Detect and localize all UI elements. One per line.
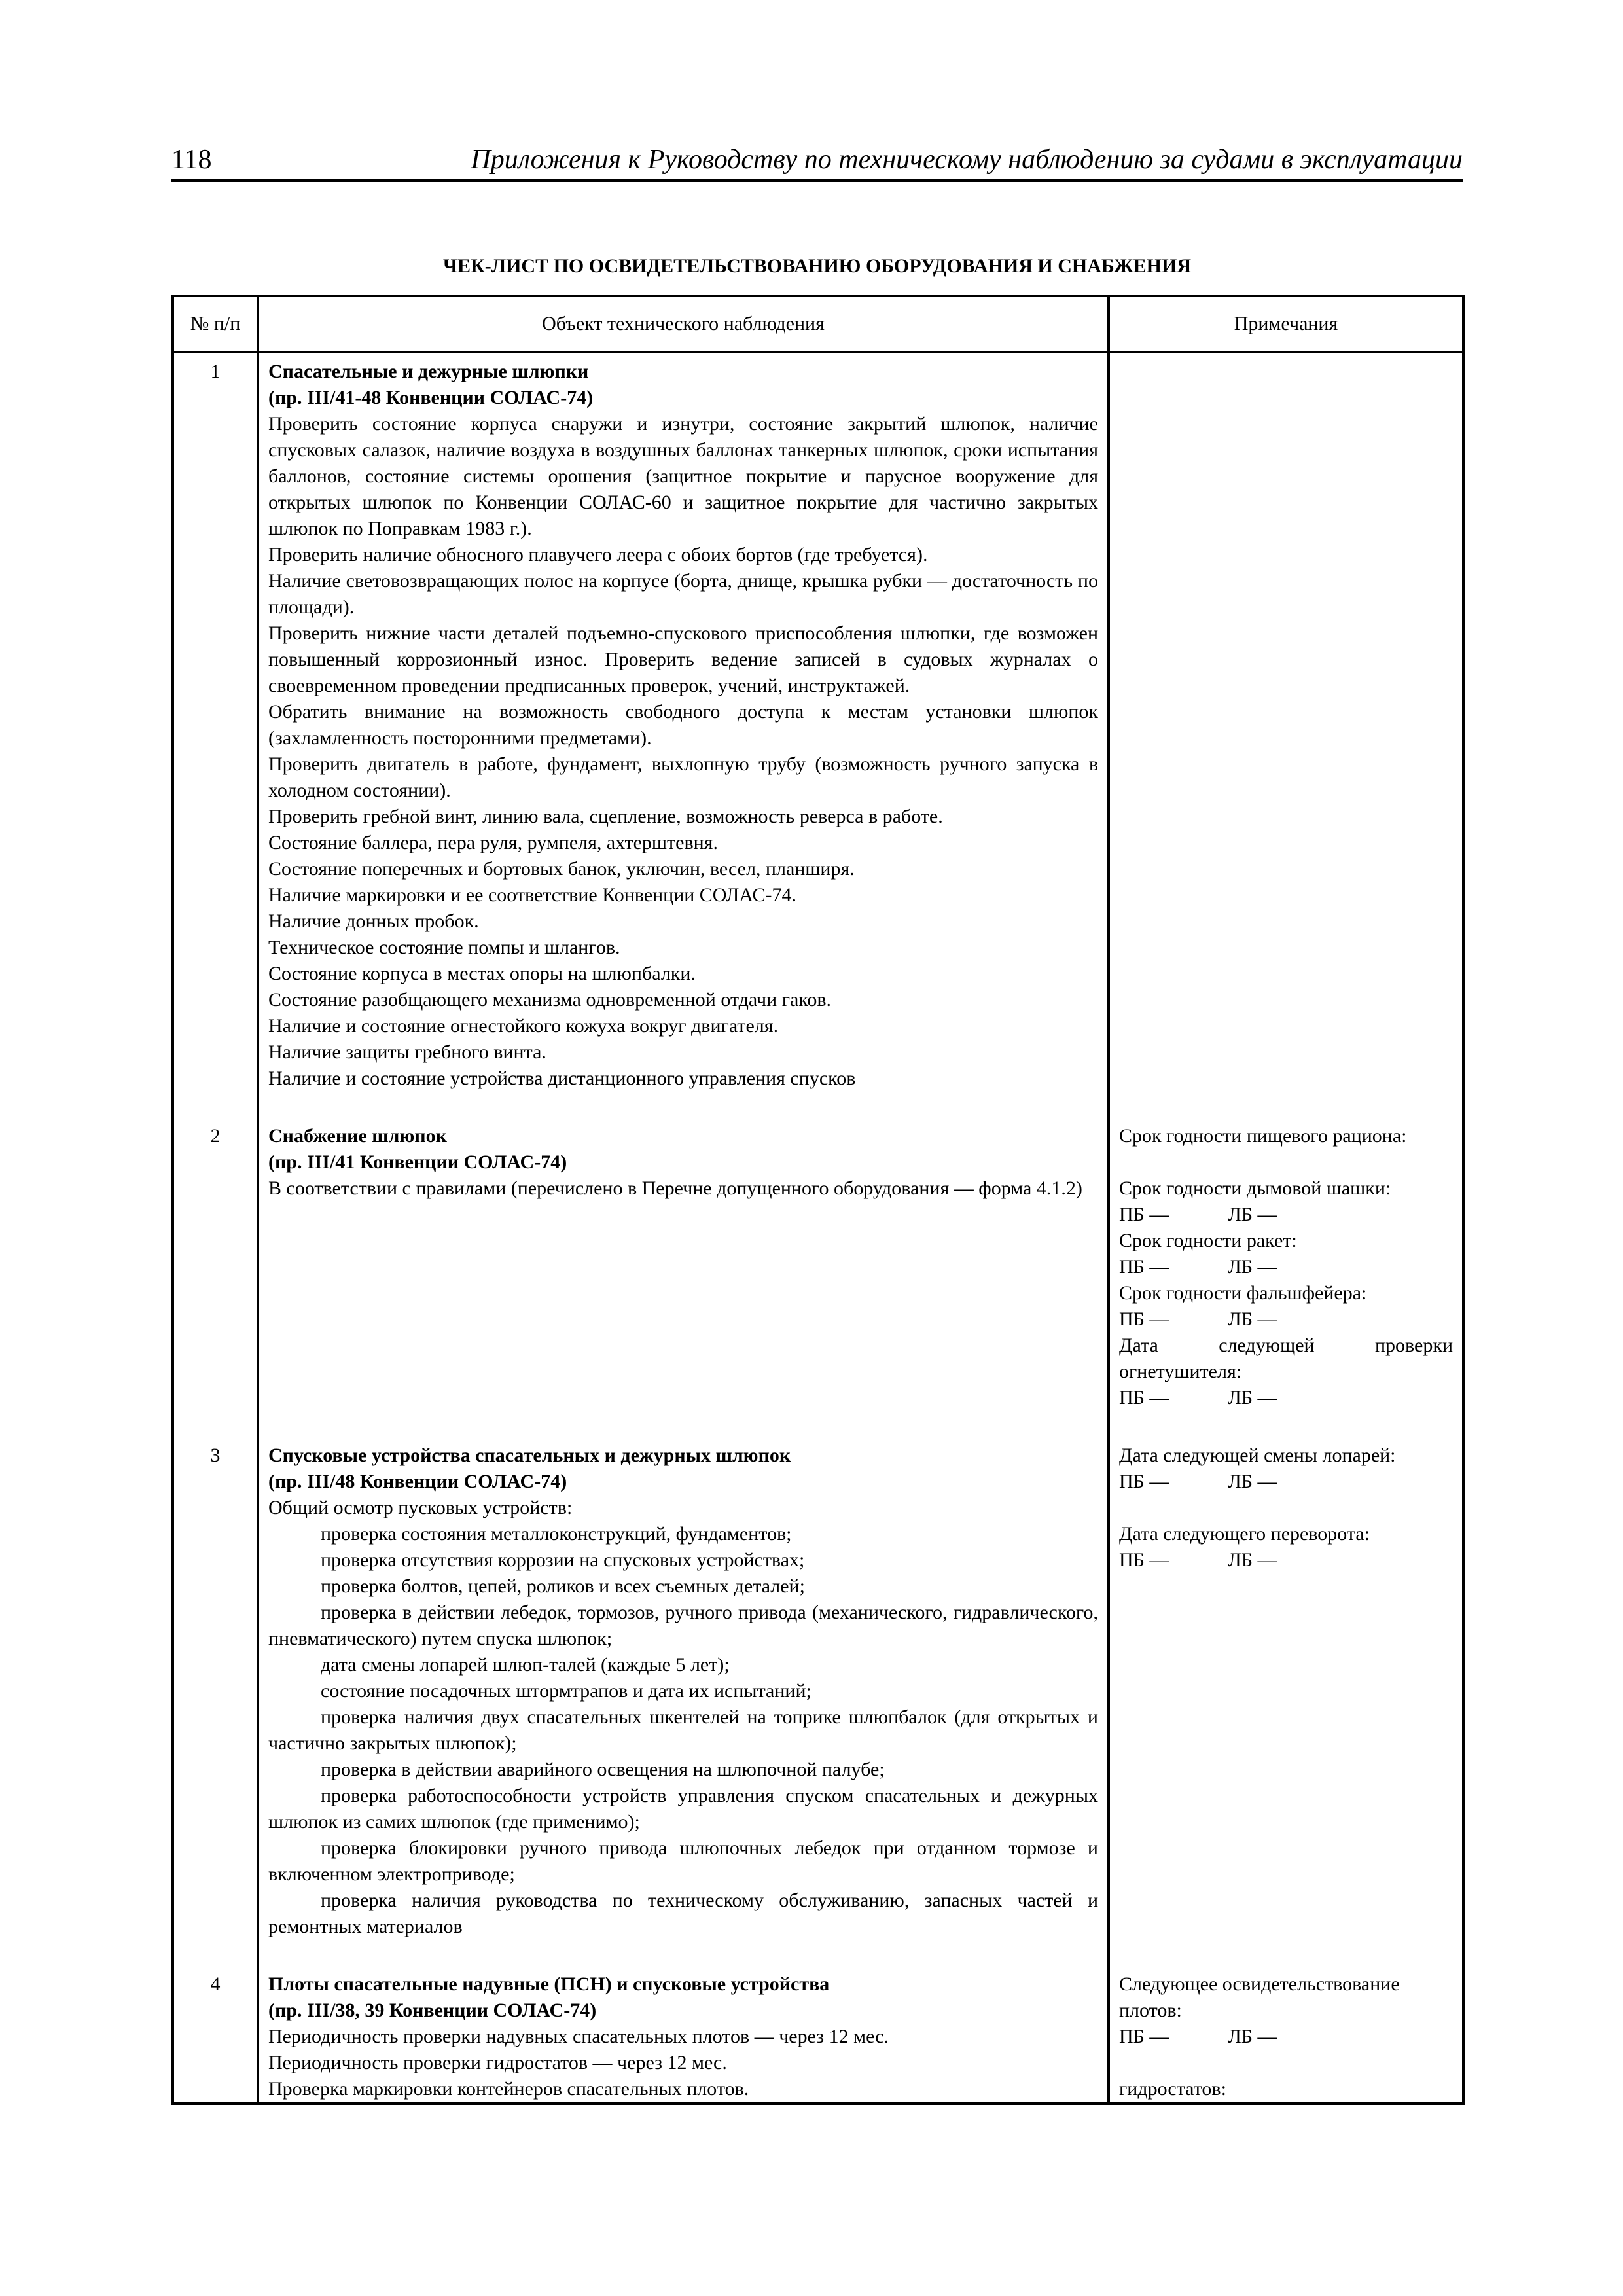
list-item: Состояние разобщающего механизма одновременной отдачи гаков.: [268, 989, 832, 1011]
list-item: Состояние поперечных и бортовых банок, уключин, весел, планширя.: [268, 858, 855, 880]
checklist-table: [171, 295, 1465, 2105]
list-item: Проверка маркировки контейнеров спасательных плотов.: [268, 2078, 749, 2100]
note-line: Срок годности фальшфейера:: [1119, 1282, 1367, 1304]
sub-item: проверка состояния металлоконструкций, фундаментов;: [321, 1523, 792, 1545]
note-line: Дата следующей проверки: [1119, 1335, 1453, 1356]
sub-item: проверка болтов, цепей, роликов и всех съемных деталей;: [321, 1575, 805, 1597]
note-line: ПБ — ЛБ —: [1119, 1308, 1277, 1330]
list-item: Проверить нижние части деталей подъемно-спускового приспособления шлюпки, где возможен повышенный коррозионный износ. Проверить ведение записей в судовых журналах о своевременном проведении предписанных проверок, учений, инструктажей.: [268, 622, 1098, 696]
row-notes: [1109, 1118, 1463, 1437]
sub-item: проверка наличия руководства по техническому обслуживанию, запасных частей и ремонтных материалов: [268, 1890, 1098, 1937]
note-line: [1119, 2050, 1453, 2076]
column-header-number: № п/п: [173, 296, 258, 352]
sub-item: проверка отсутствия коррозии на спусковых устройствах;: [321, 1549, 805, 1571]
section-reference: (пр. III/41-48 Конвенции СОЛАС-74): [268, 387, 594, 408]
note-line: ПБ — ЛБ —: [1119, 1204, 1277, 1225]
row-object: [258, 1966, 1109, 2104]
note-line: ПБ — ЛБ —: [1119, 1256, 1277, 1278]
page-header: [171, 143, 1463, 182]
row-object: [258, 1118, 1109, 1437]
list-item: В соответствии с правилами (перечислено в Перечне допущенного оборудования — форма 4.1.2): [268, 1177, 1082, 1199]
list-item: Проверить наличие обносного плавучего леера с обоих бортов (где требуется).: [268, 544, 928, 565]
list-item: Периодичность проверки гидростатов — через 12 мес.: [268, 2052, 727, 2073]
sub-item: проверка работоспособности устройств управления спуском спасательных и дежурных шлюпок из самих шлюпок (где применимо);: [268, 1785, 1098, 1833]
list-item: Наличие и состояние устройства дистанционного управления спусков: [268, 1067, 856, 1089]
sub-item: проверка блокировки ручного привода шлюпочных лебедок при отданном тормозе и включенном электроприводе;: [268, 1837, 1098, 1885]
note-line: Срок годности ракет:: [1119, 1230, 1297, 1251]
note-line: ПБ — ЛБ —: [1119, 2026, 1277, 2047]
row-number: 3: [173, 1437, 258, 1966]
section-title: Снабжение шлюпок: [268, 1125, 447, 1147]
list-item: Наличие световозвращающих полос на корпусе (борта, днище, крышка рубки — достаточность по площади).: [268, 570, 1098, 618]
table-header-row: [173, 296, 1463, 352]
list-item: Состояние баллера, пера руля, румпеля, ахтерштевня.: [268, 832, 718, 853]
note-line: Срок годности дымовой шашки:: [1119, 1177, 1391, 1199]
sub-item: состояние посадочных штормтрапов и дата их испытаний;: [321, 1680, 812, 1702]
row-object: [258, 352, 1109, 1118]
note-line: гидростатов:: [1119, 2078, 1226, 2100]
row-notes: [1109, 1437, 1463, 1966]
row-notes: [1109, 352, 1463, 1118]
list-item: Проверить состояние корпуса снаружи и изнутри, состояние закрытий шлюпок, наличие спусковых салазок, наличие воздуха в воздушных баллонах танкерных шлюпок, сроки испытания баллонов, состояние системы орошения (защитное покрытие и парусное вооружение для открытых шлюпок по Конвенции СОЛАС-60 и защитное покрытие для частично закрытых шлюпок по Поправкам 1983 г.).: [268, 413, 1098, 539]
sub-item: дата смены лопарей шлюп-талей (каждые 5 лет);: [321, 1654, 730, 1676]
column-header-object: Объект технического наблюдения: [258, 296, 1109, 352]
list-item: Проверить гребной винт, линию вала, сцепление, возможность реверса в работе.: [268, 806, 943, 827]
section-reference: (пр. III/38, 39 Конвенции СОЛАС-74): [268, 2000, 597, 2021]
table-row: [173, 1437, 1463, 1966]
note-line: огнетушителя:: [1119, 1361, 1242, 1382]
document-title: ЧЕК-ЛИСТ ПО ОСВИДЕТЕЛЬСТВОВАНИЮ ОБОРУДОВАНИЯ И СНАБЖЕНИЯ: [442, 255, 1192, 277]
list-item: Наличие донных пробок.: [268, 910, 479, 932]
list-item: Обратить внимание на возможность свободного доступа к местам установки шлюпок (захламленность посторонними предметами).: [268, 701, 1098, 749]
note-line: Следующее освидетельствование: [1119, 1973, 1400, 1995]
row-notes: [1109, 1966, 1463, 2104]
table-row: [173, 352, 1463, 1118]
note-line: ПБ — ЛБ —: [1119, 1387, 1277, 1408]
section-title: Плоты спасательные надувные (ПСН) и спусковые устройства: [268, 1973, 830, 1995]
note-line: Дата следующей смены лопарей:: [1119, 1444, 1396, 1466]
note-line: [1119, 1495, 1453, 1521]
list-item: Техническое состояние помпы и шлангов.: [268, 937, 620, 958]
table-row: [173, 1118, 1463, 1437]
sub-item: проверка в действии аварийного освещения на шлюпочной палубе;: [321, 1759, 885, 1780]
list-item: Проверить двигатель в работе, фундамент, выхлопную трубу (возможность ручного запуска в холодном состоянии).: [268, 753, 1098, 801]
row-number: 4: [173, 1966, 258, 2104]
list-item: Наличие и состояние огнестойкого кожуха вокруг двигателя.: [268, 1015, 779, 1037]
list-item: Общий осмотр пусковых устройств:: [268, 1497, 573, 1518]
note-line: Дата следующего переворота:: [1119, 1523, 1370, 1545]
list-item: Периодичность проверки надувных спасательных плотов — через 12 мес.: [268, 2026, 889, 2047]
list-item: Наличие защиты гребного винта.: [268, 1041, 546, 1063]
note-line: ПБ — ЛБ —: [1119, 1471, 1277, 1492]
list-item: Наличие маркировки и ее соответствие Конвенции СОЛАС-74.: [268, 884, 796, 906]
section-title: Спасательные и дежурные шлюпки: [268, 361, 589, 382]
row-number: 2: [173, 1118, 258, 1437]
list-item: Состояние корпуса в местах опоры на шлюпбалки.: [268, 963, 696, 984]
section-reference: (пр. III/48 Конвенции СОЛАС-74): [268, 1471, 567, 1492]
table-row: [173, 1966, 1463, 2104]
row-object: [258, 1437, 1109, 1966]
running-title: Приложения к Руководству по техническому наблюдению за судами в эксплуатации: [471, 145, 1463, 175]
column-header-notes: Примечания: [1109, 296, 1463, 352]
section-title: Спусковые устройства спасательных и дежурных шлюпок: [268, 1444, 791, 1466]
sub-item: проверка наличия двух спасательных шкентелей на топрике шлюпбалок (для открытых и частично закрытых шлюпок);: [268, 1706, 1098, 1754]
note-line: Срок годности пищевого рациона:: [1119, 1125, 1407, 1147]
note-line: плотов:: [1119, 2000, 1182, 2021]
section-reference: (пр. III/41 Конвенции СОЛАС-74): [268, 1151, 567, 1173]
row-number: 1: [173, 352, 258, 1118]
note-line: [1119, 1149, 1453, 1175]
page-number: 118: [171, 145, 212, 175]
sub-item: проверка в действии лебедок, тормозов, ручного привода (механического, гидравлического, пневматического) путем спуска шлюпок;: [268, 1602, 1098, 1649]
note-line: ПБ — ЛБ —: [1119, 1549, 1277, 1571]
